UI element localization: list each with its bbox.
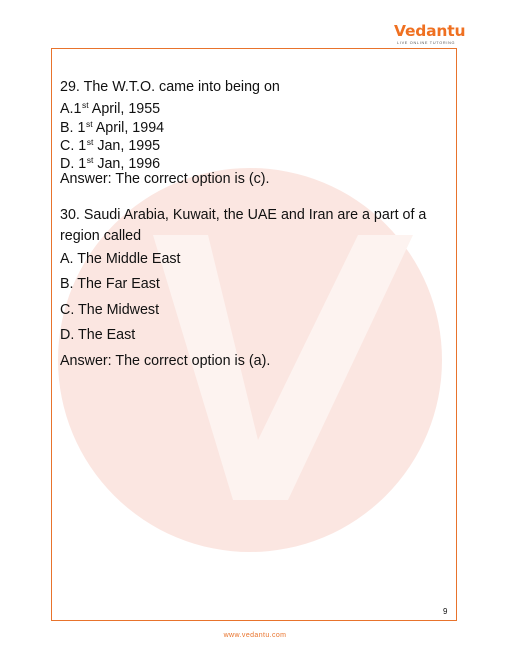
option-30-b: B. The Far East [60, 276, 160, 292]
vedantu-logo [394, 22, 466, 48]
answer-29: Answer: The correct option is (c). [60, 171, 270, 187]
option-rest: April, 1994 [92, 120, 165, 136]
question-30-text: 30. Saudi Arabia, Kuwait, the UAE and Iran are a part of a region called [60, 207, 427, 244]
option-superscript: st [86, 155, 94, 165]
option-30-c: C. The Midwest [60, 302, 160, 318]
question-29-text: 29. The W.T.O. came into being on [60, 79, 280, 95]
logo-wordmark: Vedantu [394, 22, 466, 40]
page-number: 9 [443, 607, 448, 616]
footer-link[interactable]: www.vedantu.com [223, 632, 287, 639]
option-prefix: D. 1 [60, 156, 87, 172]
option-prefix: C. 1 [60, 138, 87, 154]
answer-30: Answer: The correct option is (a). [60, 353, 271, 369]
option-superscript: st [85, 119, 93, 129]
option-superscript: st [86, 137, 94, 147]
option-30-a: A. The Middle East [60, 251, 181, 267]
option-prefix: A.1 [60, 101, 82, 117]
option-rest: April, 1955 [88, 101, 161, 117]
option-prefix: B. 1 [60, 120, 86, 136]
option-rest: Jan, 1995 [93, 138, 161, 154]
option-superscript: st [81, 100, 89, 110]
option-30-d: D. The East [60, 327, 136, 343]
option-rest: Jan, 1996 [93, 156, 161, 172]
logo-tagline: LIVE ONLINE TUTORING [397, 41, 456, 45]
